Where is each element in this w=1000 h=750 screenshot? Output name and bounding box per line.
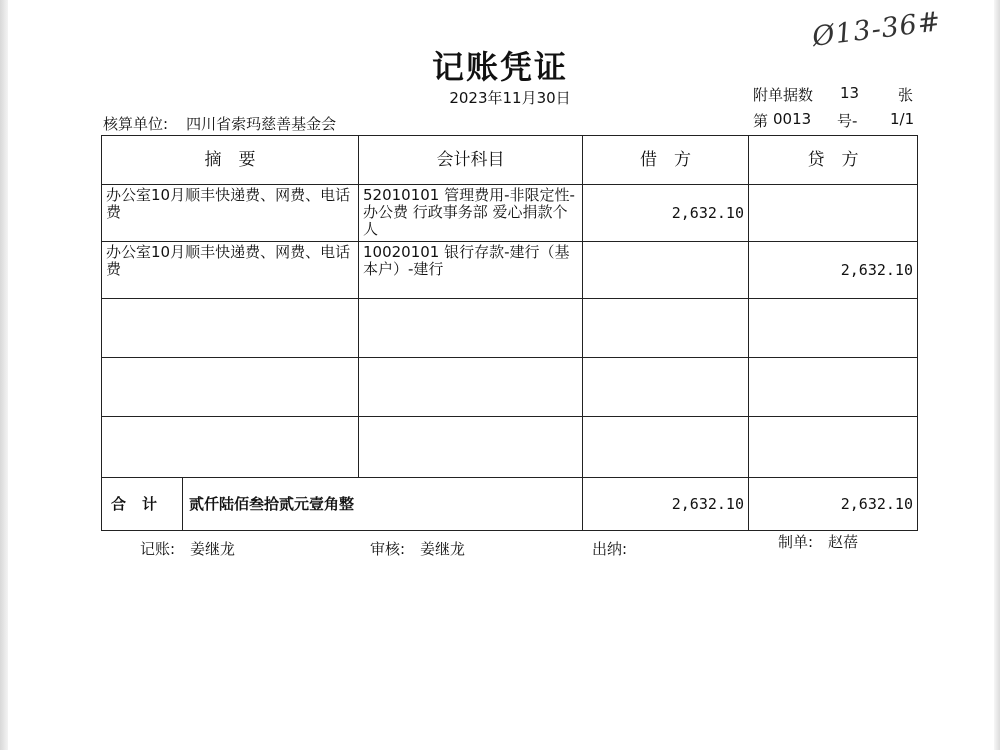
accounting-unit <box>103 113 336 134</box>
page-edge <box>994 0 1000 750</box>
total-amount-words: 贰仟陆佰叁拾贰元壹角整 <box>189 494 355 513</box>
row-credit <box>749 185 918 242</box>
voucher-title: 记账凭证 <box>431 48 568 86</box>
row-summary <box>102 358 359 417</box>
total-row <box>102 478 918 531</box>
row-account: 10020101 银行存款-建行（基本户）-建行 <box>359 242 583 299</box>
bookkeeper-signature: 记账: 姜继龙 <box>140 540 236 558</box>
total-cell <box>102 478 583 531</box>
row-debit: 2,632.10 <box>583 185 749 242</box>
page-edge <box>0 0 8 750</box>
attachment-label: 附单据数 <box>753 86 814 104</box>
total-label: 合计 <box>102 478 183 530</box>
total-credit: 2,632.10 <box>749 478 918 531</box>
header-summary: 摘 要 <box>102 136 359 185</box>
row-account <box>359 358 583 417</box>
row-credit: 2,632.10 <box>749 242 918 299</box>
row-credit <box>749 299 918 358</box>
row-debit <box>583 417 749 478</box>
voucher-number-value: 0013 <box>773 110 812 128</box>
unit-label: 核算单位: <box>103 115 169 133</box>
header-account: 会计科目 <box>359 136 583 185</box>
row-debit <box>583 358 749 417</box>
attachment-unit: 张 <box>898 86 914 104</box>
header-debit: 借 方 <box>583 136 749 185</box>
voucher-table <box>101 135 918 531</box>
table-row <box>102 242 918 299</box>
table-header-row <box>102 136 918 185</box>
voucher-page: 1/1 <box>890 110 915 128</box>
header-credit: 贷 方 <box>749 136 918 185</box>
attachment-number: 13 <box>840 84 860 102</box>
row-account: 52010101 管理费用-非限定性-办公费 行政事务部 爱心捐款个人 <box>359 185 583 242</box>
row-account <box>359 417 583 478</box>
row-account <box>359 299 583 358</box>
unit-name: 四川省索玛慈善基金会 <box>186 115 337 133</box>
row-debit <box>583 299 749 358</box>
row-summary <box>102 299 359 358</box>
total-debit: 2,632.10 <box>583 478 749 531</box>
preparer-signature: 制单: 赵蓓 <box>778 533 859 551</box>
voucher-date: 2023年11月30日 <box>449 89 571 107</box>
table-row <box>102 417 918 478</box>
row-debit <box>583 242 749 299</box>
row-credit <box>749 358 918 417</box>
table-row <box>102 299 918 358</box>
table-row <box>102 185 918 242</box>
reviewer-signature: 审核: 姜继龙 <box>370 540 466 558</box>
voucher-suffix: 号- <box>837 112 858 130</box>
cashier-signature: 出纳: <box>592 540 628 558</box>
row-summary <box>102 417 359 478</box>
table-row <box>102 358 918 417</box>
row-summary: 办公室10月顺丰快递费、网费、电话费 <box>102 185 359 242</box>
row-credit <box>749 417 918 478</box>
voucher-prefix: 第 <box>753 112 769 130</box>
row-summary: 办公室10月顺丰快递费、网费、电话费 <box>102 242 359 299</box>
handwritten-annotation: Ø13-36# <box>810 6 944 53</box>
